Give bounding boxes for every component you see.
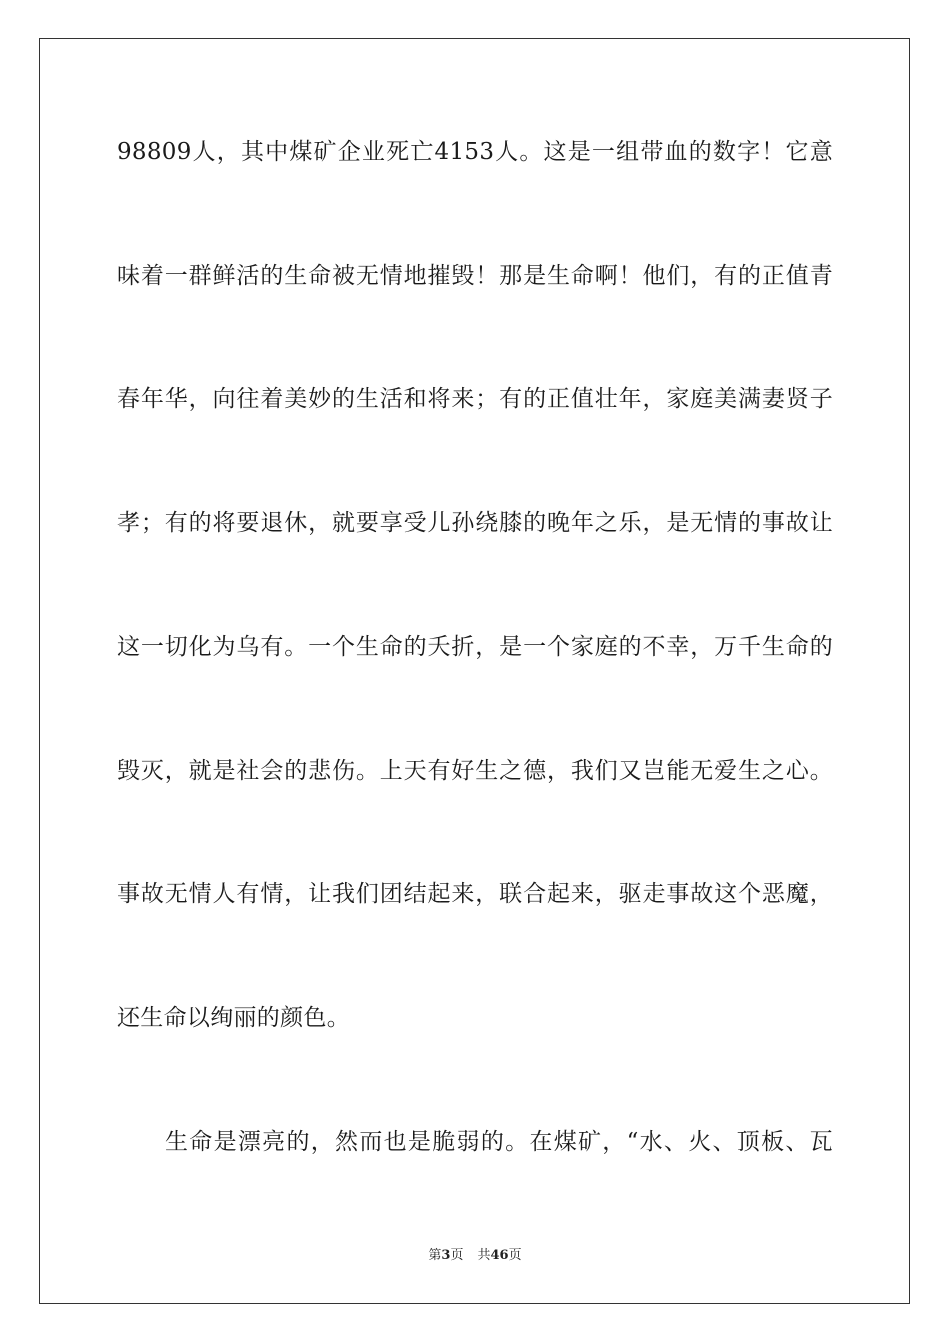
body-text-line-7: 事故无情人有情，让我们团结起来，联合起来，驱走事故这个恶魔，	[117, 881, 833, 907]
footer-total-prefix: 共	[477, 1248, 491, 1263]
body-text-line-8: 还生命以绚丽的颜色。	[117, 1005, 350, 1031]
body-text-line-4: 孝；有的将要退休，就要享受儿孙绕膝的晚年之乐，是无情的事故让	[117, 510, 833, 536]
body-text-line-3: 春年华，向往着美妙的生活和将来；有的正值壮年，家庭美满妻贤子	[117, 386, 833, 412]
page-footer	[0, 1247, 950, 1265]
body-text-line-5: 这一切化为乌有。一个生命的夭折，是一个家庭的不幸，万千生命的	[117, 634, 833, 660]
page-border	[39, 38, 910, 1304]
footer-total-suffix: 页	[508, 1248, 522, 1263]
footer-page-number: 3	[441, 1248, 451, 1263]
body-text-line-2: 味着一群鲜活的生命被无情地摧毁！那是生命啊！他们，有的正值青	[117, 263, 833, 289]
footer-page-prefix: 第	[428, 1248, 442, 1263]
body-text-line-6: 毁灭，就是社会的悲伤。上天有好生之德，我们又岂能无爱生之心。	[117, 758, 833, 784]
paragraph-start-line: 生命是漂亮的，然而也是脆弱的。在煤矿，“水、火、顶板、瓦	[165, 1129, 833, 1155]
footer-total-pages: 46	[490, 1248, 509, 1263]
footer-page-suffix: 页	[450, 1248, 464, 1263]
body-text-line-1: 98809人，其中煤矿企业死亡4153人。这是一组带血的数字！它意	[117, 139, 833, 165]
